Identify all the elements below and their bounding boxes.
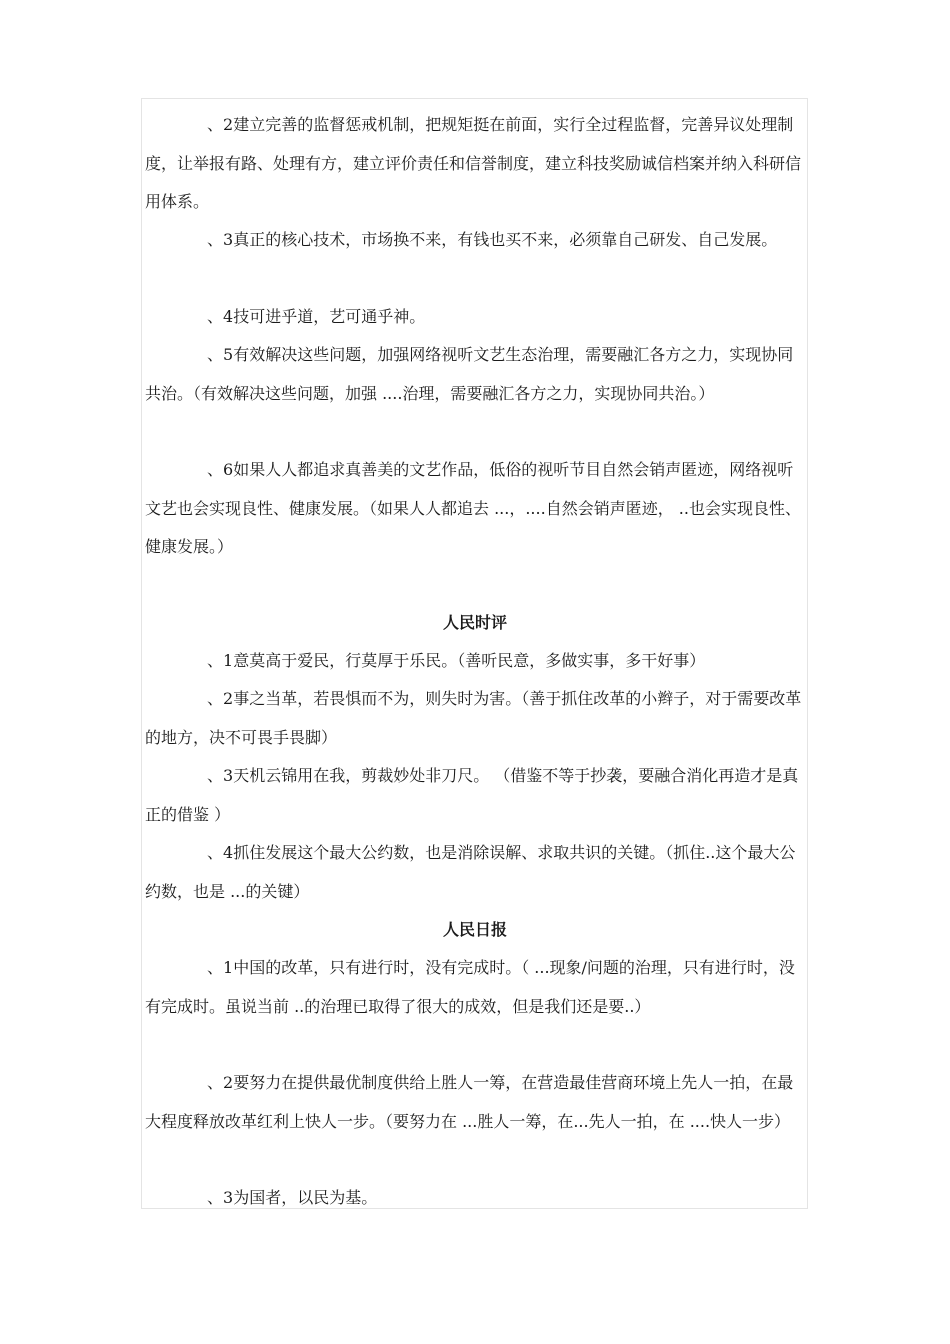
item-text: 抓住发展这个最大公约数，也是消除误解、求取共识的关键。（抓住..这个最大公约数，也是 ...的关键） (145, 843, 796, 901)
item-text: 技可进乎道，艺可通乎神。 (233, 307, 426, 326)
item-text: 天机云锦用在我，剪裁妙处非刀尺。 （借鉴不等于抄袭，要融合消化再造才是真正的借鉴 ） (145, 766, 799, 824)
list-item (145, 757, 805, 834)
item-number: 、3 (207, 766, 234, 785)
list-item (145, 642, 805, 681)
item-number: 、5 (207, 345, 234, 364)
item-text: 要努力在提供最优制度供给上胜人一筹，在营造最佳营商环境上先人一拍，在最大程度释放改革红利上快人一步。（要努力在 ...胜人一筹，在...先人一拍，在 ....快人一步） (145, 1073, 794, 1131)
list-item (145, 451, 805, 567)
list-item (145, 298, 805, 337)
section-heading: 人民日报 (442, 920, 507, 939)
section-heading: 人民时评 (442, 613, 507, 632)
item-text: 建立完善的监督惩戒机制，把规矩挺在前面，实行全过程监督，完善异议处理制度，让举报有路、处理有方，建立评价责任和信誉制度，建立科技奖励诚信档案并纳入科研信用体系。 (145, 115, 802, 211)
item-number: 、3 (207, 1188, 234, 1207)
item-number: 、3 (207, 230, 234, 249)
item-number: 、2 (207, 1073, 234, 1092)
list-item (145, 336, 805, 413)
item-text: 意莫高于爱民，行莫厚于乐民。（善听民意，多做实事，多干好事） (233, 651, 706, 670)
list-item (145, 221, 805, 260)
list-item (145, 1179, 805, 1218)
list-item (145, 1064, 805, 1141)
list-item (145, 106, 805, 222)
item-text: 事之当革，若畏惧而不为，则失时为害。（善于抓住改革的小辫子，对于需要改革的地方，决不可畏手畏脚） (145, 689, 802, 747)
list-item (145, 680, 805, 757)
item-number: 、6 (207, 460, 234, 479)
item-number: 、1 (207, 651, 234, 670)
list-item (145, 834, 805, 911)
item-number: 、2 (207, 689, 234, 708)
item-text: 有效解决这些问题，加强网络视听文艺生态治理，需要融汇各方之力，实现协同共治。（有效解决这些问题，加强 ....治理，需要融汇各方之力，实现协同共治。） (145, 345, 794, 403)
list-item (145, 949, 805, 1026)
item-number: 、4 (207, 843, 234, 862)
item-text: 真正的核心技术，市场换不来，有钱也买不来，必须靠自己研发、自己发展。 (233, 230, 778, 249)
item-number: 、1 (207, 958, 234, 977)
item-number: 、4 (207, 307, 234, 326)
item-text: 中国的改革，只有进行时，没有完成时。（ ...现象/问题的治理，只有进行时，没有完成时。虽说当前 ..的治理已取得了很大的成效，但是我们还是要..） (145, 958, 795, 1016)
item-text: 如果人人都追求真善美的文艺作品，低俗的视听节目自然会销声匿迹，网络视听文艺也会实现良性、健康发展。（如果人人都追去 ...，....自然会销声匿迹， ..也会实现良性、健康发展。） (145, 460, 801, 556)
item-number: 、2 (207, 115, 234, 134)
item-text: 为国者，以民为基。 (233, 1188, 378, 1207)
